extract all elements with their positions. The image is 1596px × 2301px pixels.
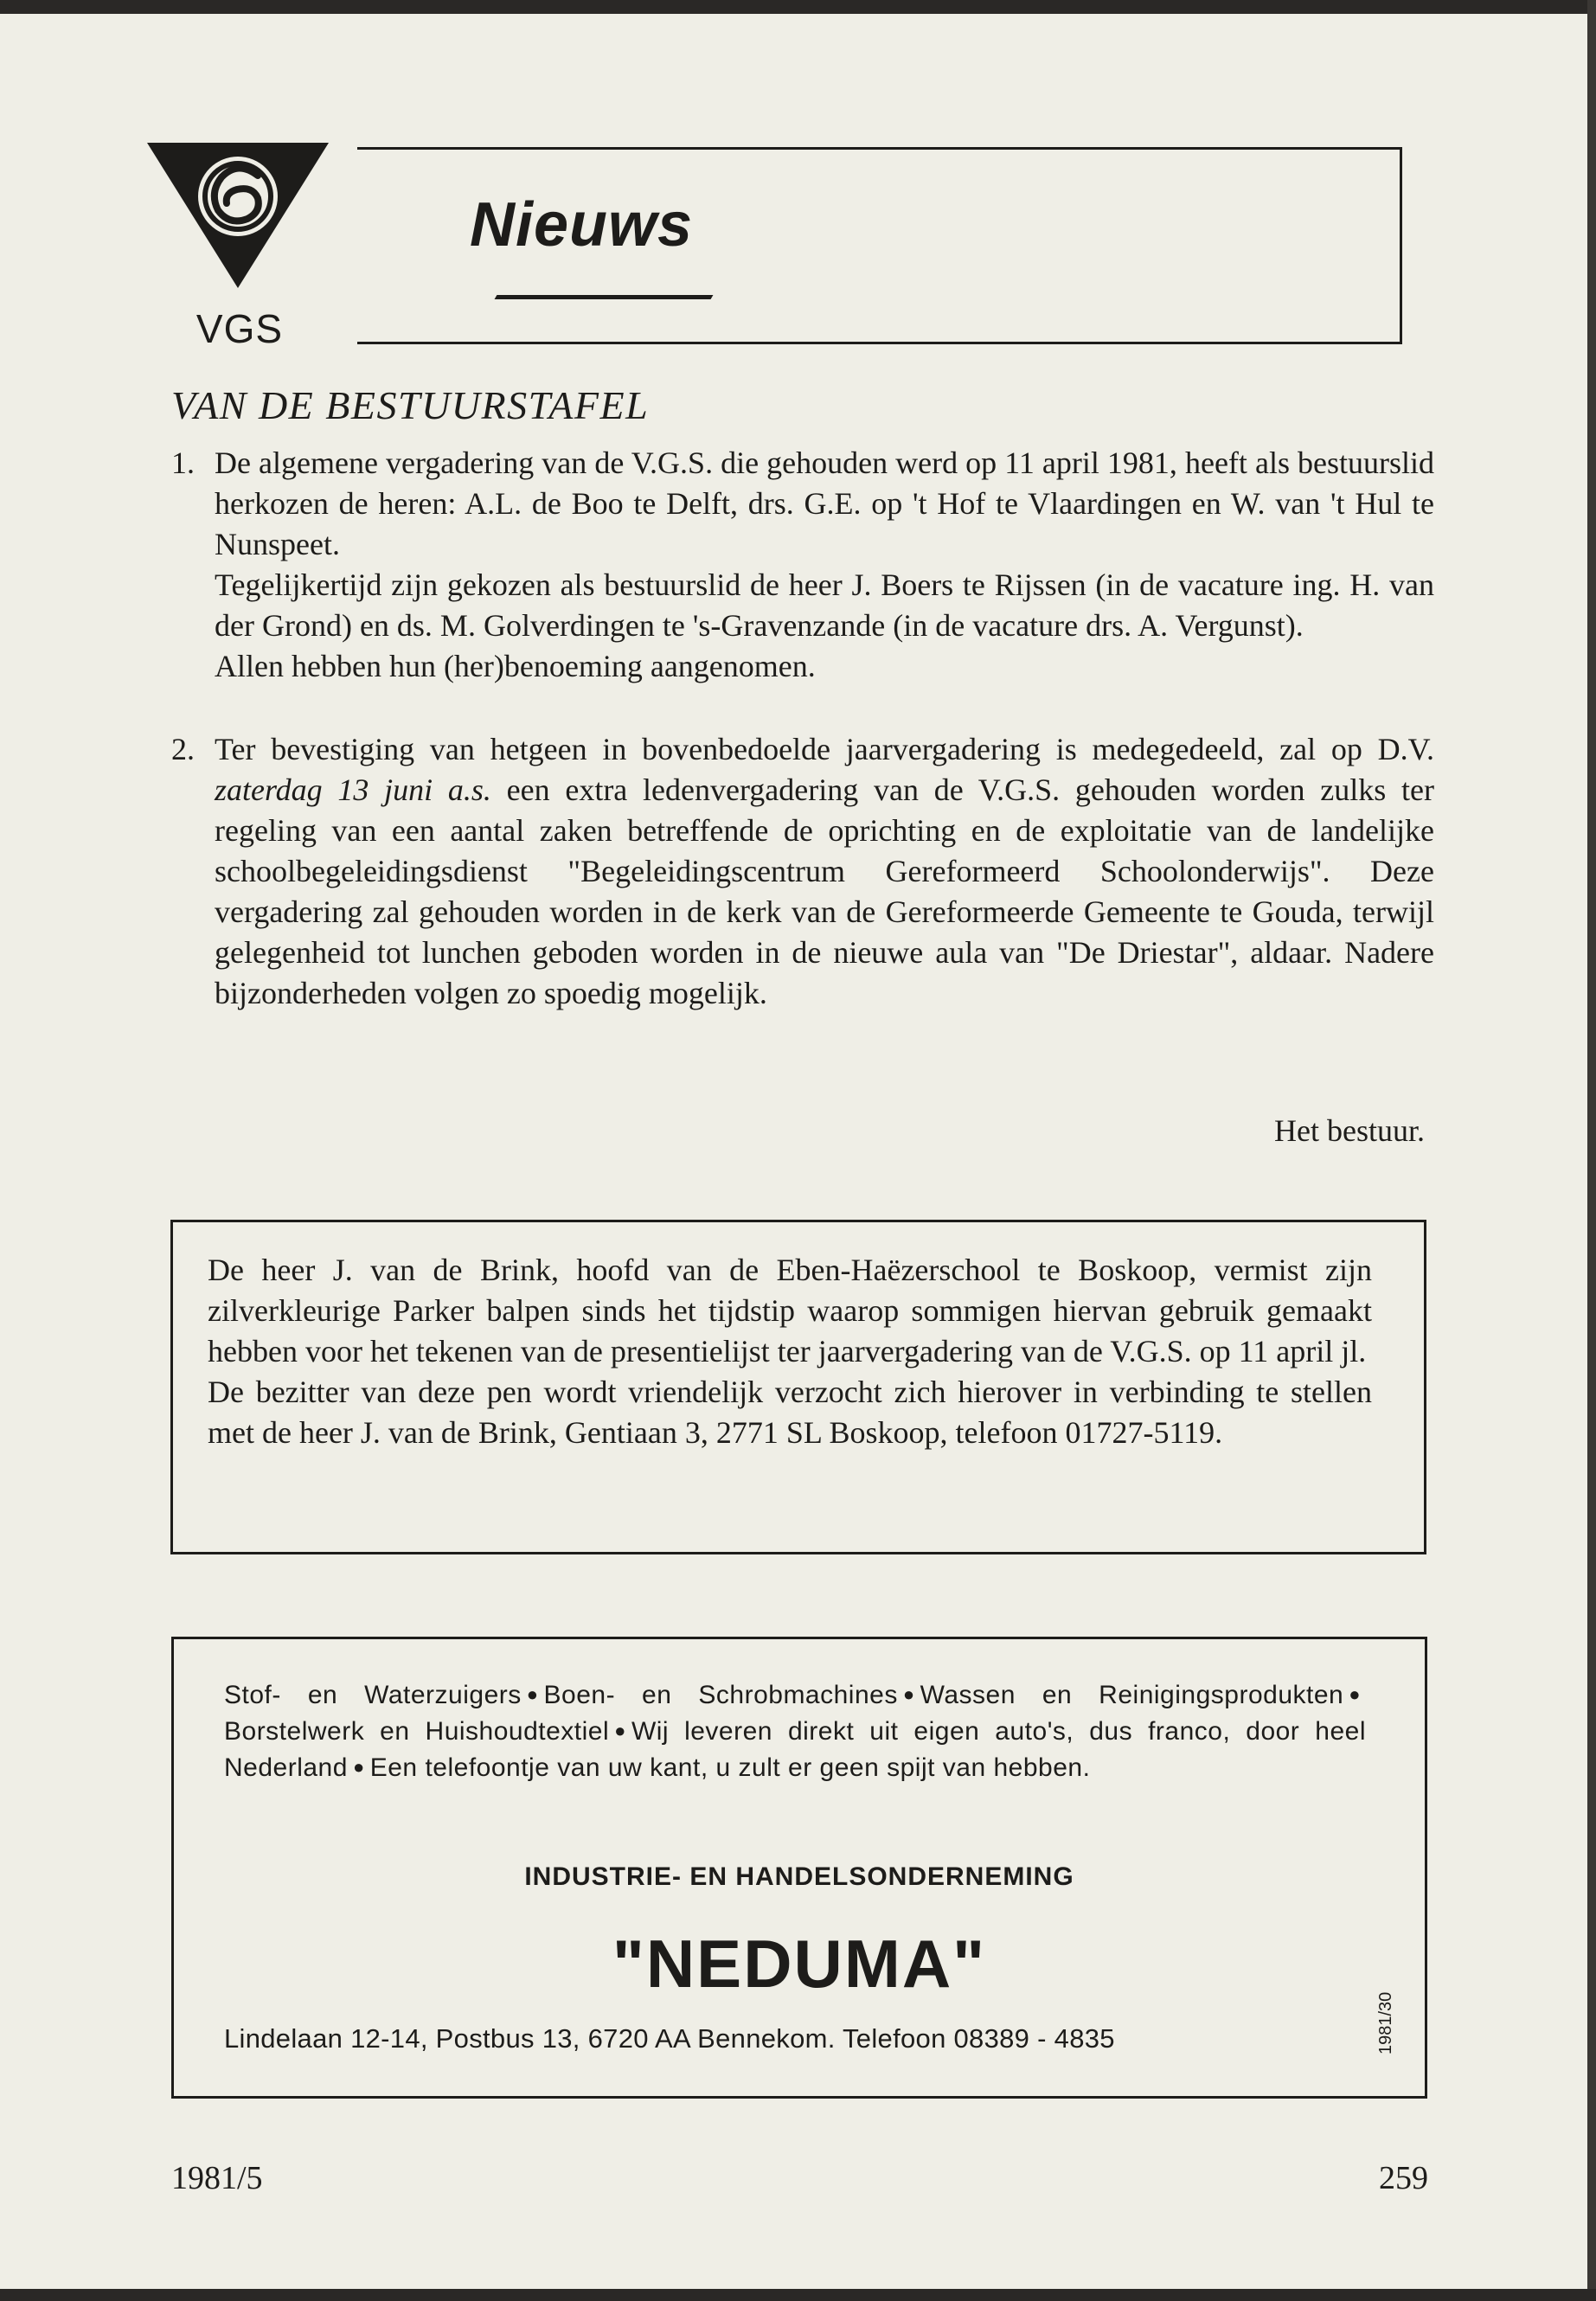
ad-text [224,1676,1366,1785]
ad-segment: Borstelwerk en Huishoudtextiel [224,1717,610,1746]
item-content [215,729,1434,1014]
page-edge-top [0,0,1596,14]
ad-address: Lindelaan 12-14, Postbus 13, 6720 AA Bennekom. Telefoon 08389 - 4835 [224,2023,1115,2054]
advertisement [171,1637,1427,2099]
logo-text: VGS [195,306,284,351]
item-number: 2. [171,732,195,766]
page-number: 259 [1379,2160,1428,2196]
bullet-icon: ● [352,1756,365,1778]
item-paragraph: Tegelijkertijd zijn gekozen als bestuurslid de heer J. Boers te Rijssen (in de vacature ing. H. van der Grond) en ds. M. Golverdingen te 's-Gravenzande (in de vacature drs. A. Vergunst). [215,567,1434,643]
item-paragraph: Allen hebben hun (her)benoeming aangenomen. [215,649,816,683]
ad-segment: Wij leveren direkt uit eigen auto's, dus franco, door heel Nederland [224,1717,1366,1782]
item-text: een extra ledenvergadering van de V.G.S. gehouden worden zulks ter regeling van een aantal zaken betreffende de oprichting en de exploitatie van de landelijke schoolbegeleidingsdienst "Begeleidingscentrum Gereformeerd Schoolonderwijs". Deze vergadering zal gehouden worden in de kerk van de Gereformeerde Gemeente te Gouda, terwijl gelegenheid tot lunchen geboden worden in de nieuwe aula van "De Driestar", aldaar. Nadere bijzonderheden volgen zo spoedig mogelijk. [215,772,1434,1010]
notice-paragraph: De bezitter van deze pen wordt vriendelijk verzocht zich hierover in verbinding te stellen met de heer J. van de Brink, Gentiaan 3, 2771 SL Boskoop, telefoon 01727-5119. [208,1375,1372,1450]
masthead-underline [495,295,714,299]
list-item-2 [171,729,1434,1014]
list-item-1 [171,443,1434,687]
item-paragraph: De algemene vergadering van de V.G.S. die gehouden werd op 11 april 1981, heeft als bestuurslid herkozen de heren: A.L. de Boo te Delft, drs. G.E. op 't Hof te Vlaardingen en W. van 't Hul te Nunspeet. [215,445,1434,561]
bullet-icon: ● [526,1683,539,1705]
ad-segment: Een telefoontje van uw kant, u zult er geen spijt van hebben. [369,1753,1091,1782]
page-edge-bottom [0,2289,1596,2301]
vgs-logo [147,143,329,350]
ad-segment: Boen- en Schrobmachines [543,1681,898,1709]
ad-segment: Stof- en Waterzuigers [224,1681,522,1709]
item-date: zaterdag 13 juni a.s. [215,772,491,807]
item-number: 1. [171,445,195,480]
item-paragraph [215,729,1434,1014]
masthead-title: Nieuws [470,190,694,260]
masthead [357,147,1402,344]
bullet-icon: ● [614,1720,626,1741]
notice-box [170,1220,1426,1554]
vgs-triangle-icon [147,143,329,298]
page-edge-right [1587,0,1596,2301]
section-heading: VAN DE BESTUURSTAFEL [171,383,650,427]
notice-paragraph: De heer J. van de Brink, hoofd van de Eben-Haëzerschool te Boskoop, vermist zijn zilverkleurige Parker balpen sinds het tijdstip waarop sommigen hiervan gebruik gemaakt hebben voor het tekenen van de presentielijst ter jaarvergadering van de V.G.S. op 11 april jl. [208,1253,1372,1368]
ad-company-name: "NEDUMA" [612,1926,987,2002]
ad-segment: Wassen en Reinigingsprodukten [920,1681,1344,1709]
ad-company-type: INDUSTRIE- EN HANDELSONDERNEMING [524,1862,1074,1891]
item-content [215,443,1434,687]
bullet-icon: ● [1349,1683,1361,1705]
bullet-icon: ● [902,1683,915,1705]
issue-number: 1981/5 [171,2160,263,2196]
signature: Het bestuur. [1274,1113,1425,1148]
item-text: Ter bevestiging van hetgeen in bovenbedoelde jaarvergadering is medegedeeld, zal op D.V. [215,732,1434,766]
ad-code: 1981/30 [1376,1991,1395,2054]
